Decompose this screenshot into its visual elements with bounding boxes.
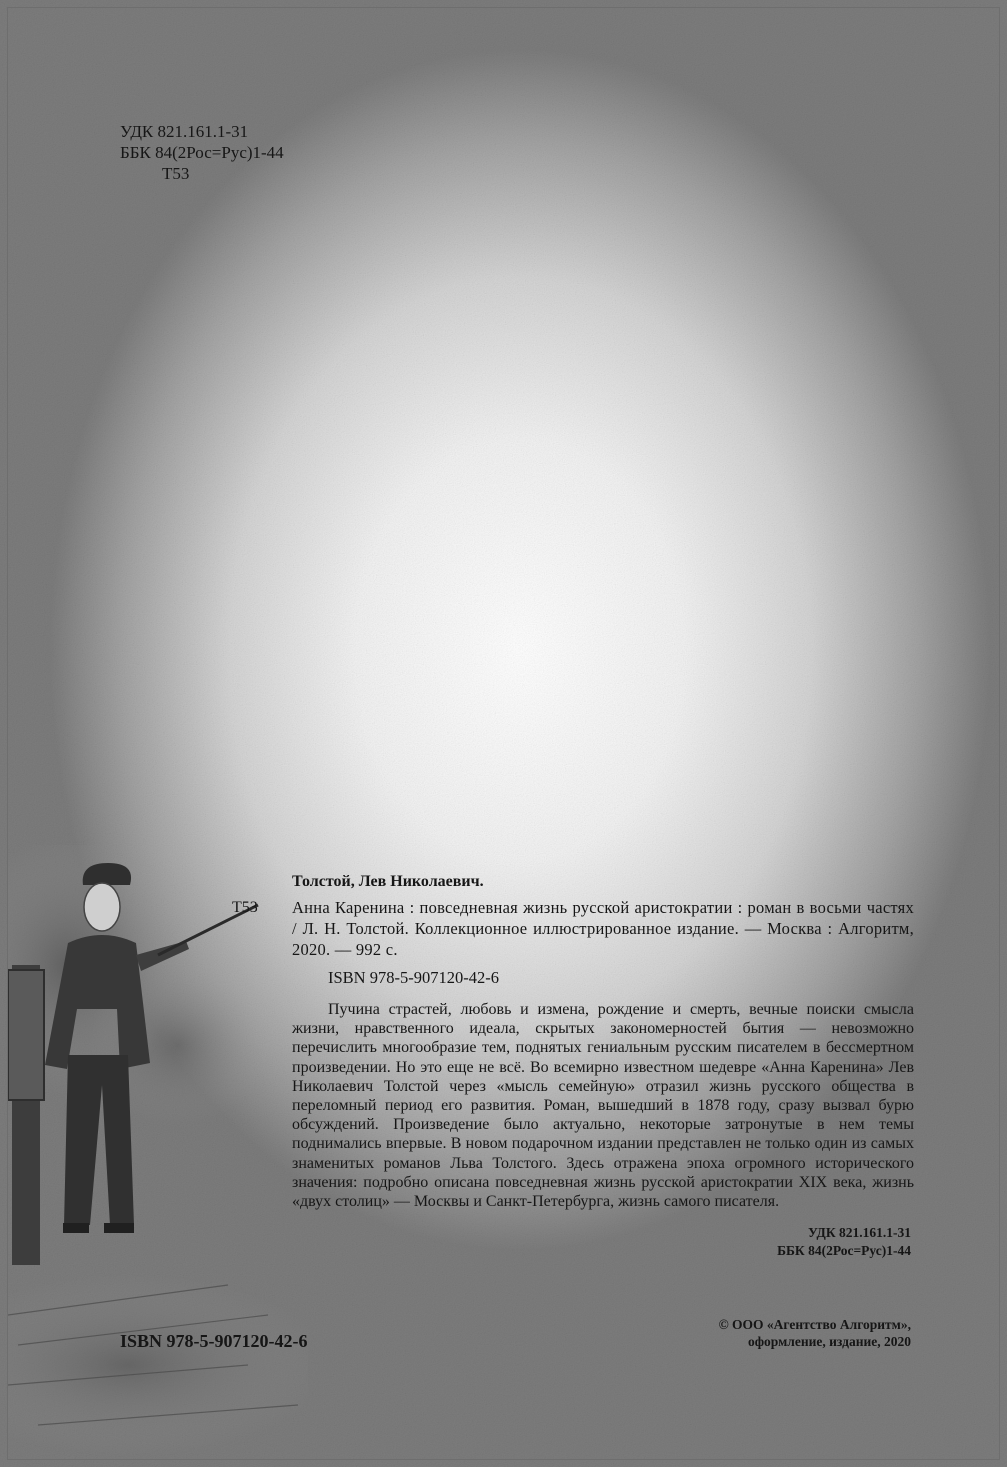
classification-block-top [120, 121, 284, 184]
bbk-code: ББК 84(2Рос=Рус)1-44 [120, 143, 284, 162]
bibliographic-description: Анна Каренина : повседневная жизнь русской аристократии : роман в восьми частях / Л. Н. Толстой. Коллекционное иллюстрированное издание. — Москва : Алгоритм, 2020. — 992 с. [292, 898, 914, 959]
boy-illustration [8, 845, 308, 1457]
author-cutter-code: Т53 [162, 164, 190, 183]
classification-block-bottom [700, 1224, 911, 1260]
copyright-notice [640, 1316, 911, 1350]
isbn-bottom: ISBN 978-5-907120-42-6 [120, 1331, 308, 1351]
copyright-line-2: оформление, издание, 2020 [747, 1334, 911, 1349]
udk-code: УДК 821.161.1-31 [120, 122, 249, 141]
record-cutter-code: Т53 [232, 899, 258, 916]
isbn-record: ISBN 978-5-907120-42-6 [328, 968, 499, 987]
author-heading: Толстой, Лев Николаевич. [292, 873, 484, 890]
bbk-code-bottom: ББК 84(2Рос=Рус)1-44 [777, 1243, 911, 1258]
udk-code-bottom: УДК 821.161.1-31 [808, 1225, 911, 1240]
annotation-paragraph: Пучина страстей, любовь и измена, рождение и смерть, вечные поиски смысла жизни, нравственного идеала, скрытых закономерностей бытия — невозможно перечислить многообразие тем, поднятых гениальным русским писателем в бессмертном произведении. Но это еще не всё. Во всемирно известном шедевре «Анна Каренина» Лев Николаевич Толстой через «мысль семейную» отразил жизнь русского общества в переломный период его развития. Роман, вышедший в 1878 году, сразу вызвал бурю обсуждений. Произведение было актуально, некоторые затронутые в нем темы поднимались впервые. В новом подарочном издании представлен не только один из самых знаменитых романов Льва Толстого. Здесь отражена эпоха огромного исторического значения: подробно описана повседневная жизнь русской аристократии XIX века, жизнь «двух столиц» — Москвы и Санкт-Петербурга, жизнь самого писателя. [292, 1001, 914, 1211]
copyright-line-1: © ООО «Агентство Алгоритм», [718, 1317, 911, 1332]
